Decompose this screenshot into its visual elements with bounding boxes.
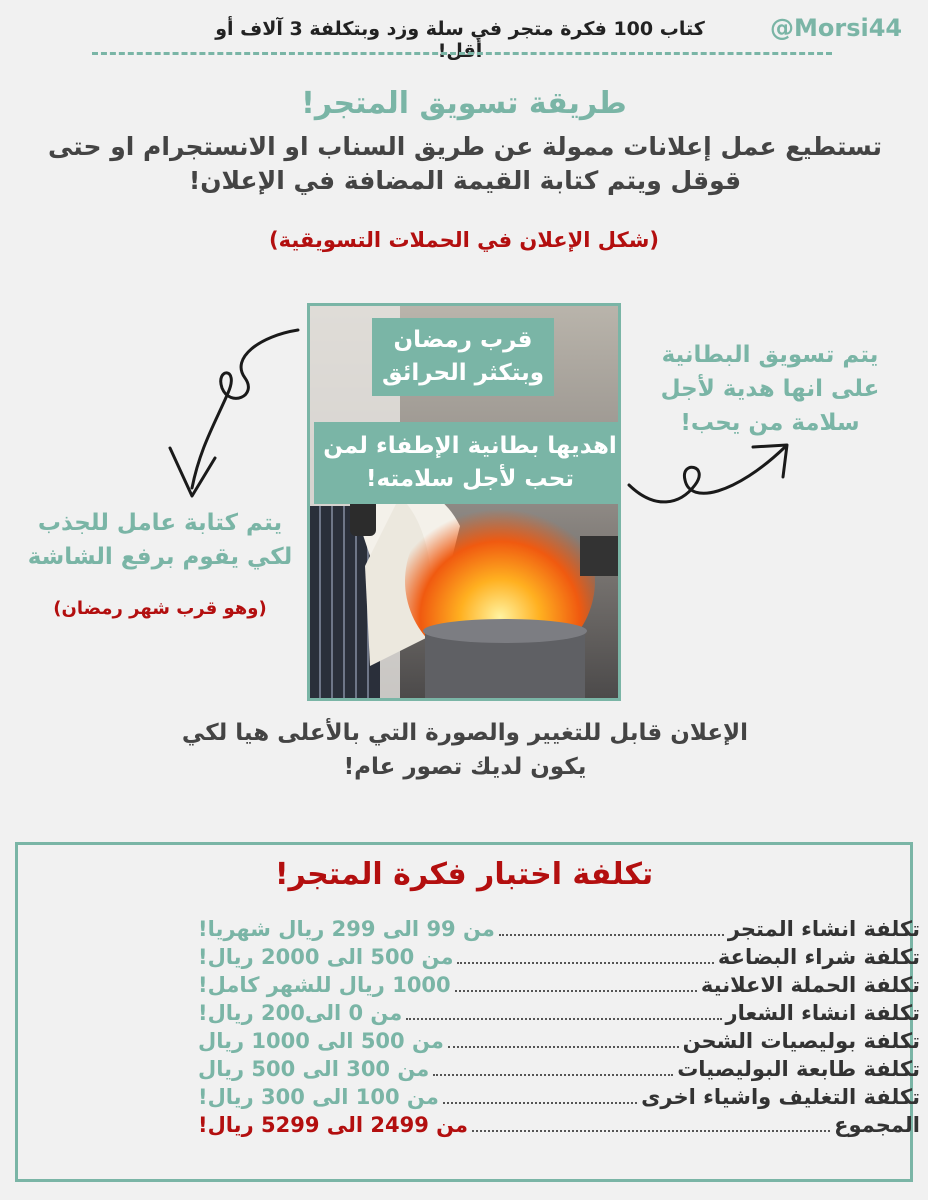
ad-caption: الإعلان قابل للتغيير والصورة التي بالأعلى هيا لكي يكون لديك تصور عام!	[181, 720, 749, 780]
cost-box	[15, 842, 920, 1182]
ad-hook-text: قرب رمضان وبتكثر الحرائق	[372, 318, 554, 396]
cost-value: من 500 الى 1000 ريال	[198, 1029, 444, 1053]
dotted-leader	[472, 1116, 830, 1132]
intro-paragraph: تستطيع عمل إعلانات ممولة عن طريق السناب او الانستجرام او حتى قوقل ويتم كتابة القيمة المضافة في الإعلان!	[48, 132, 882, 195]
dotted-leader	[499, 920, 724, 936]
cost-label: تكلفة التغليف واشياء اخرى	[641, 1085, 920, 1109]
cost-label: تكلفة طابعة البوليصيات	[677, 1057, 920, 1081]
cost-list	[198, 917, 920, 1141]
author-handle: @Morsi44	[770, 14, 903, 42]
cost-row	[198, 917, 920, 945]
cost-value: من 300 الى 500 ريال	[198, 1057, 430, 1081]
dotted-leader	[433, 1060, 673, 1076]
cost-value: من 500 الى 2000 ريال!	[198, 945, 454, 969]
book-title: كتاب 100 فكرة متجر في سلة وزد وبتكلفة 3 آلاف أو أقل!	[215, 18, 705, 62]
cost-row	[198, 1057, 920, 1085]
cost-row	[198, 973, 920, 1001]
section-title: طريقة تسويق المتجر!	[301, 86, 627, 121]
cost-label: تكلفة الحملة الاعلانية	[700, 973, 920, 997]
dotted-leader	[448, 1032, 679, 1048]
cost-label: تكلفة بوليصيات الشحن	[682, 1029, 920, 1053]
dotted-leader	[406, 1004, 721, 1020]
note-gift-marketing: يتم تسويق البطانية على انها هدية لأجل سلامة من يحب!	[660, 342, 880, 436]
cost-value: 1000 ريال للشهر كامل!	[198, 973, 451, 997]
ad-image	[307, 303, 621, 701]
dotted-leader	[455, 976, 697, 992]
ad-shape-label: (شكل الإعلان في الحملات التسويقية)	[269, 228, 659, 252]
cost-value: من 100 الى 300 ريال!	[198, 1085, 439, 1109]
cost-label: تكلفة شراء البضاعة	[717, 945, 920, 969]
cost-row	[198, 1029, 920, 1057]
cost-label: تكلفة انشاء المتجر	[727, 917, 920, 941]
dotted-leader	[457, 948, 713, 964]
cost-total-row	[198, 1113, 920, 1141]
note-attraction-factor: يتم كتابة عامل للجذب لكي يقوم برفع الشاشة	[27, 510, 293, 570]
cost-total-label: المجموع	[834, 1113, 920, 1137]
right-arrow-icon	[625, 435, 805, 525]
dotted-leader	[443, 1088, 637, 1104]
cost-value: من 99 الى 299 ريال شهريا!	[198, 917, 495, 941]
note-ramadan: (وهو قرب شهر رمضان)	[53, 598, 267, 619]
cost-title: تكلفة اختبار فكرة المتجر!	[274, 857, 654, 892]
ad-offer-text: اهديها بطانية الإطفاء لمن تحب لأجل سلامته!	[314, 422, 621, 504]
cost-row	[198, 1085, 920, 1113]
cost-row	[198, 945, 920, 973]
cost-total-value: من 2499 الى 5299 ريال!	[198, 1113, 469, 1137]
cost-value: من 0 الى200 ريال!	[198, 1001, 403, 1025]
cost-row	[198, 1001, 920, 1029]
left-arrow-icon	[160, 318, 310, 518]
dashed-divider	[92, 52, 832, 55]
cost-label: تكلفة انشاء الشعار	[725, 1001, 920, 1025]
